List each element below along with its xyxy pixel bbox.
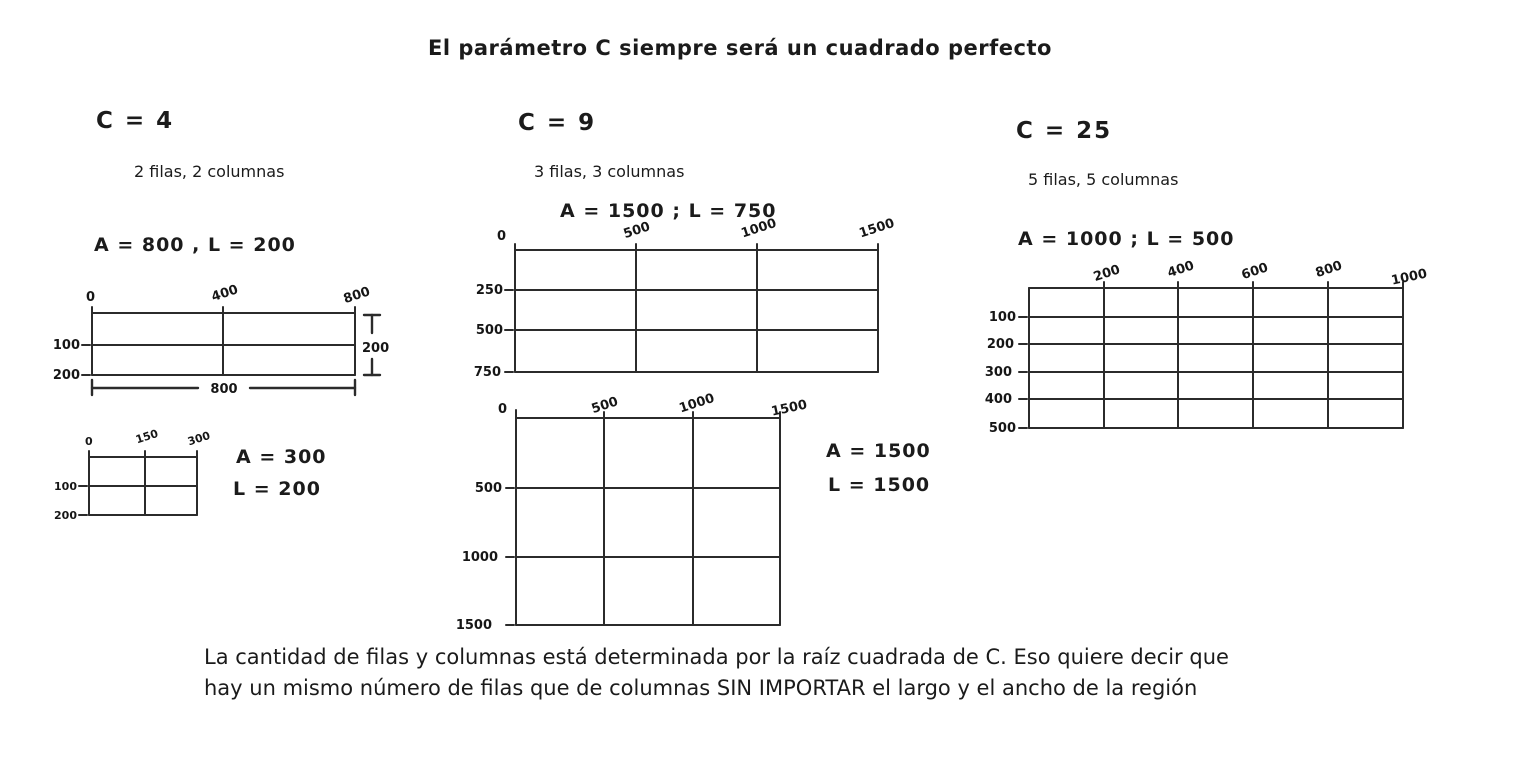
c9-params-label: A = 1500 ; L = 750 [560, 200, 777, 222]
c9-square-left-tick-1500: 1500 [455, 618, 492, 633]
c25-left-tick-400: 400 [984, 392, 1012, 407]
footer-line-1: La cantidad de filas y columnas está determinada por la raíz cuadrada de C. Eso quiere decir que [204, 645, 1229, 669]
c9-grid-wide [458, 216, 920, 392]
c4-main-left-tick-100: 100 [52, 338, 80, 353]
c9-wide-top-tick-1500: 1500 [857, 215, 897, 242]
c25-left-tick-300: 300 [984, 365, 1012, 380]
c9-wide-top-tick-500: 500 [621, 219, 653, 242]
c9-square-area-label: A = 1500 [826, 440, 931, 462]
c25-top-tick-800: 800 [1313, 258, 1345, 281]
c25-top-tick-1000: 1000 [1390, 266, 1429, 289]
c25-top-tick-200: 200 [1091, 262, 1123, 285]
c4-params-label: A = 800 , L = 200 [94, 234, 296, 256]
c4-main-top-tick-400: 400 [209, 282, 241, 305]
c9-subtitle: 3 filas, 3 columnas [534, 162, 685, 181]
footer-line-2: hay un mismo número de filas que de columnas SIN IMPORTAR el largo y el ancho de la región [204, 676, 1198, 700]
c9-heading: C = 9 [518, 110, 597, 136]
c9-wide-left-tick-250: 250 [475, 283, 503, 298]
c4-main-top-tick-800: 800 [341, 284, 373, 307]
c25-left-tick-500: 500 [988, 421, 1016, 436]
c9-square-length-label: L = 1500 [828, 474, 931, 496]
c25-top-tick-400: 400 [1165, 258, 1197, 281]
c4-main-width-dim-label: 800 [210, 382, 238, 397]
c9-square-top-tick-1000: 1000 [677, 390, 717, 417]
c9-grid-wide-lines [505, 244, 878, 372]
c4-small-top-tick-300: 300 [185, 428, 212, 449]
c9-square-left-tick-1000: 1000 [461, 550, 498, 565]
c4-main-left-tick-200: 200 [52, 368, 80, 383]
c4-small-area-label: A = 300 [236, 446, 327, 468]
c25-grid [978, 253, 1460, 441]
c9-square-top-tick-500: 500 [589, 394, 621, 417]
c9-square-top-tick-0: 0 [498, 402, 508, 417]
c25-grid-lines [1019, 282, 1403, 428]
c9-wide-left-tick-500: 500 [475, 323, 503, 338]
c9-wide-top-tick-1000: 1000 [739, 215, 779, 242]
c25-left-tick-200: 200 [986, 337, 1014, 352]
page-title: El parámetro C siempre será un cuadrado perfecto [428, 36, 1052, 60]
c4-small-top-tick-0: 0 [85, 435, 93, 448]
c4-heading: C = 4 [96, 108, 175, 134]
c25-left-tick-100: 100 [988, 310, 1016, 325]
c9-square-top-tick-1500: 1500 [770, 397, 809, 420]
c25-top-tick-600: 600 [1239, 260, 1271, 283]
c4-subtitle: 2 filas, 2 columnas [134, 162, 285, 181]
c4-grid-small-lines [79, 451, 197, 515]
c4-small-left-tick-100: 100 [54, 480, 77, 493]
c4-grid-small [54, 418, 228, 530]
c9-grid-square [438, 390, 838, 640]
c25-subtitle: 5 filas, 5 columnas [1028, 170, 1179, 189]
c9-wide-left-tick-750: 750 [473, 365, 501, 380]
c9-grid-square-lines [506, 410, 780, 625]
c4-small-left-tick-200: 200 [54, 509, 77, 522]
c25-params-label: A = 1000 ; L = 500 [1018, 228, 1235, 250]
c9-square-left-tick-500: 500 [474, 481, 502, 496]
c9-wide-top-tick-0: 0 [497, 229, 507, 244]
c4-small-top-tick-150: 150 [133, 426, 160, 447]
c4-grid-main-lines [82, 307, 355, 375]
c4-small-length-label: L = 200 [233, 478, 321, 500]
c4-main-top-tick-0: 0 [86, 290, 96, 305]
c25-heading: C = 25 [1016, 118, 1113, 144]
c4-main-height-dim-label: 200 [362, 341, 390, 356]
c4-grid-main [52, 282, 398, 401]
